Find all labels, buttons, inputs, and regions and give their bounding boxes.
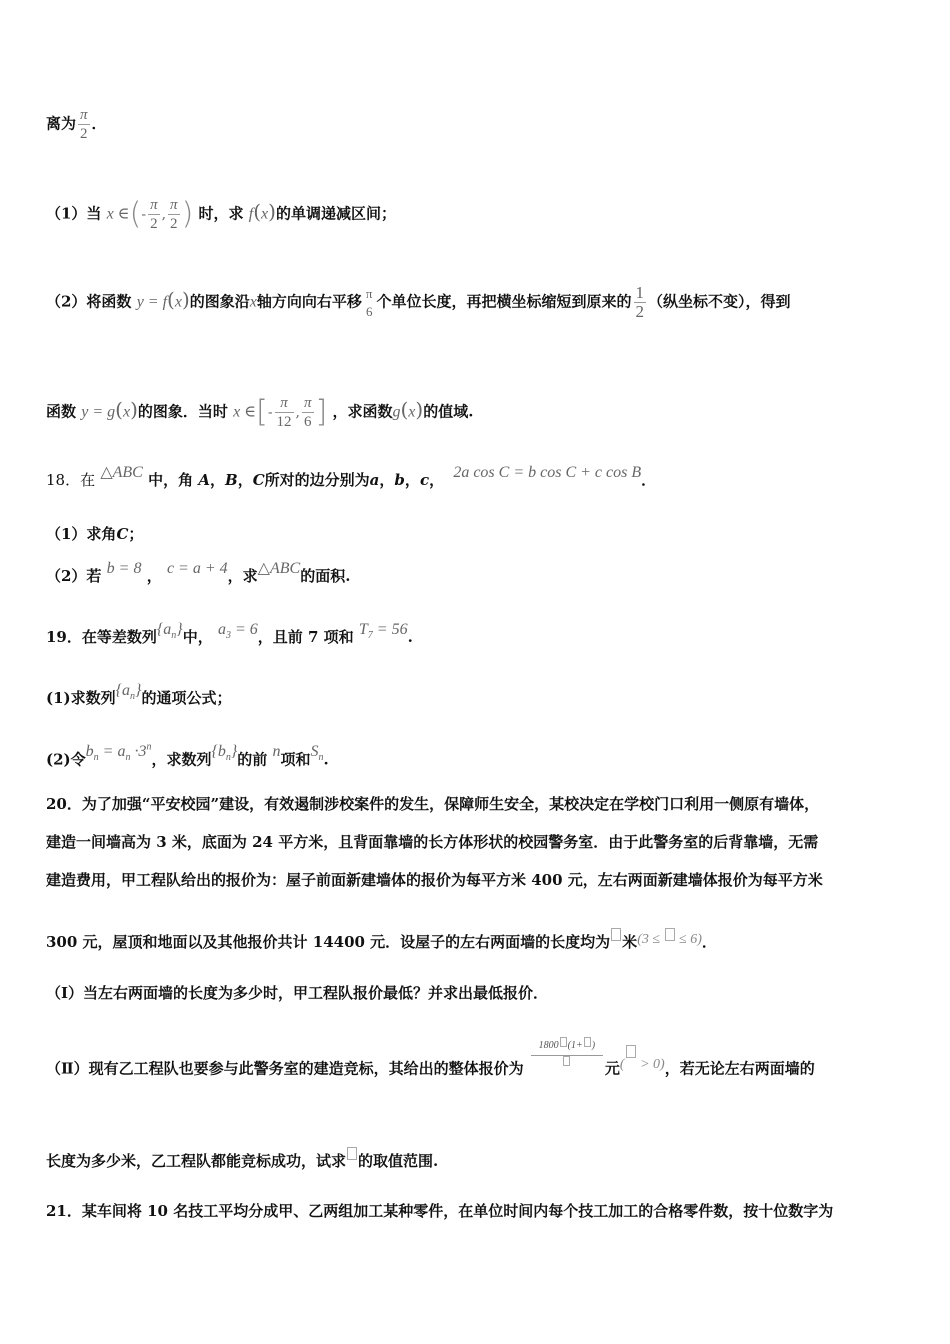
frac-num: π bbox=[170, 197, 178, 213]
eq-y-g: y = g bbox=[81, 403, 116, 421]
text: 项和 bbox=[280, 750, 311, 769]
seq: {a bbox=[156, 621, 172, 638]
text: ． bbox=[701, 933, 717, 951]
seq-end: } bbox=[176, 621, 183, 638]
fraction bbox=[634, 284, 647, 321]
q17-part1 bbox=[46, 196, 396, 233]
c-equals: c = a + 4 bbox=[166, 560, 228, 577]
func-g: g bbox=[392, 403, 401, 421]
part-label: （2）将函数 bbox=[46, 292, 132, 311]
var-x: x bbox=[408, 403, 416, 421]
angle-a: A bbox=[198, 471, 210, 489]
q18-part1 bbox=[46, 524, 143, 544]
t: T bbox=[358, 621, 368, 638]
range-a: (3 ≤ bbox=[637, 932, 661, 947]
text: 函数 bbox=[46, 402, 77, 421]
text: （Ⅱ）现有乙工程队也要参与此警务室的建造竞标，其给出的整体报价为 bbox=[46, 1059, 524, 1078]
frac-num: π bbox=[150, 197, 158, 213]
text: (2)令 bbox=[46, 750, 86, 769]
paren: ( bbox=[400, 397, 409, 422]
paren: ) bbox=[268, 199, 276, 224]
seq-end: } bbox=[135, 682, 142, 699]
right-bracket: ] bbox=[315, 394, 328, 430]
fraction bbox=[148, 196, 160, 233]
pow: n bbox=[146, 742, 152, 753]
prev-question-tail bbox=[46, 106, 107, 143]
text: ． bbox=[641, 471, 657, 489]
angle-c: C bbox=[252, 471, 265, 489]
frac-num: 1 bbox=[635, 283, 644, 302]
a: a bbox=[217, 621, 226, 638]
side-b: b bbox=[394, 471, 405, 489]
text: 个单位长度，再把横坐标缩短到原来的 bbox=[376, 292, 632, 311]
frac-den: 2 bbox=[635, 302, 644, 321]
val: = 56 bbox=[372, 621, 408, 638]
text: 建造一间墙高为 3 米，底面为 24 平方米，且背面靠墙的长方体形状的校园警务室．由于此警务室的后背靠墙，无需 bbox=[46, 833, 819, 851]
eq-y-f: y = f bbox=[136, 293, 168, 311]
fraction bbox=[168, 196, 180, 233]
b-equals: b = 8 bbox=[106, 560, 142, 577]
side-a: a bbox=[369, 471, 380, 489]
text: ，若无论左右两面墙的 bbox=[664, 1059, 815, 1078]
var-n: n bbox=[272, 743, 281, 761]
sub: n bbox=[225, 752, 231, 764]
side-c: c bbox=[419, 471, 430, 489]
var-box bbox=[611, 928, 621, 941]
text: ． bbox=[91, 114, 107, 133]
c1: ( bbox=[619, 1056, 625, 1072]
func-f: f bbox=[248, 205, 254, 223]
angle-b: B bbox=[225, 471, 238, 489]
text: 的值域. bbox=[423, 402, 474, 421]
text: (1)求数列 bbox=[46, 689, 116, 707]
paren: ( bbox=[115, 397, 123, 422]
x-in: x ∈ bbox=[233, 403, 257, 421]
triangle-abc: △ABC bbox=[100, 464, 143, 481]
frac-den: 12 bbox=[276, 414, 292, 430]
sep: ， bbox=[404, 471, 420, 489]
text: （纵坐标不变），得到 bbox=[648, 292, 791, 311]
angle-c: C bbox=[116, 525, 129, 543]
text: 的单调递减区间； bbox=[275, 204, 396, 223]
text: ，且前 7 项和 bbox=[257, 628, 354, 646]
text: ，求函数 bbox=[332, 402, 393, 421]
text: 中， bbox=[182, 628, 213, 646]
text: 的取值范围. bbox=[358, 1152, 439, 1170]
text: ； bbox=[128, 525, 144, 543]
var-box bbox=[347, 1147, 357, 1160]
cos-equation: 2a cos C = b cos C + c cos B bbox=[453, 464, 642, 481]
dot: ·3 bbox=[130, 743, 147, 761]
condition bbox=[620, 1057, 665, 1072]
q19-part1 bbox=[46, 682, 232, 715]
q19 bbox=[46, 621, 413, 654]
q20-line4 bbox=[46, 932, 717, 954]
b: b bbox=[85, 743, 94, 761]
left-paren: ( bbox=[129, 196, 142, 232]
sep: ， bbox=[429, 471, 445, 489]
seq-an bbox=[115, 682, 142, 703]
question-number: 19．在等差数列 bbox=[46, 628, 157, 646]
val: = 6 bbox=[230, 621, 258, 638]
text: 建造费用，甲工程队给出的报价为：屋子前面新建墙体的报价为每平方米 400 元，左右两面新建墙体报价为每平方米 bbox=[46, 871, 823, 889]
comma: , bbox=[161, 206, 167, 223]
comma: , bbox=[295, 404, 300, 421]
text: ，求数列 bbox=[151, 750, 212, 769]
q19-part2 bbox=[46, 742, 329, 777]
triangle-abc: △ABC bbox=[257, 560, 301, 577]
text: . bbox=[323, 750, 329, 769]
range-b: ≤ 6) bbox=[679, 932, 702, 947]
text: 时，求 bbox=[198, 204, 244, 223]
x-in: x ∈ bbox=[106, 205, 130, 223]
sub: n bbox=[171, 630, 177, 642]
text: 所对的边分别为 bbox=[264, 471, 370, 489]
paren: ( bbox=[253, 199, 262, 224]
left-bracket: [ bbox=[256, 394, 268, 430]
n2: (1+ bbox=[567, 1040, 583, 1051]
text: 中，角 bbox=[148, 471, 194, 489]
n3: ) bbox=[591, 1040, 596, 1051]
text: 轴方向向右平移 bbox=[256, 292, 362, 311]
n1: 1800 bbox=[538, 1040, 559, 1051]
eq: = a bbox=[98, 743, 126, 761]
var-x: x bbox=[261, 205, 269, 223]
text: （1）求角 bbox=[46, 525, 117, 543]
text: 的图象沿 bbox=[189, 292, 250, 311]
sub: n bbox=[318, 752, 324, 764]
range bbox=[637, 932, 702, 947]
frac-den: 2 bbox=[170, 216, 178, 232]
pi-over-2-fraction bbox=[78, 106, 90, 143]
q20-line2 bbox=[46, 832, 818, 852]
sn bbox=[310, 743, 324, 764]
q20-line3 bbox=[46, 870, 823, 890]
right-paren: ) bbox=[181, 196, 194, 232]
paren: ( bbox=[167, 287, 175, 312]
minus: - bbox=[141, 206, 147, 223]
text: 的前 bbox=[237, 750, 268, 769]
q20-part2-cont bbox=[46, 1151, 438, 1171]
part-label: （1）当 bbox=[46, 204, 102, 223]
frac-den: 6 bbox=[304, 414, 312, 430]
frac-num: π bbox=[80, 107, 88, 123]
text: 离为 bbox=[46, 114, 77, 133]
q20-part2 bbox=[46, 1040, 815, 1088]
sub: n bbox=[93, 752, 99, 764]
var-box bbox=[626, 1045, 636, 1058]
q21 bbox=[46, 1201, 833, 1221]
sep: ， bbox=[209, 471, 225, 489]
seq: {a bbox=[115, 682, 131, 699]
question-number: 18．在 bbox=[46, 471, 96, 489]
sub: 3 bbox=[225, 630, 231, 642]
sep: ， bbox=[379, 471, 395, 489]
text: ，求 bbox=[227, 567, 258, 585]
sub: 7 bbox=[367, 630, 373, 642]
fraction bbox=[275, 394, 294, 431]
text: 21．某车间将 10 名技工平均分成甲、乙两组加工某种零件，在单位时间内每个技工加工的合格零件数，按十位数字为 bbox=[46, 1202, 834, 1220]
paren: ) bbox=[130, 397, 138, 422]
frac-den: 6 bbox=[365, 303, 373, 319]
frac-num: π bbox=[365, 285, 373, 301]
text: 300 元，屋顶和地面以及其他报价共计 14400 元．设屋子的左右两面墙的长度均为 bbox=[46, 933, 611, 951]
price-fraction bbox=[531, 1037, 603, 1074]
q18-part2 bbox=[46, 560, 351, 587]
t7-eq bbox=[358, 621, 408, 642]
text: 长度为多少米，乙工程队都能竞标成功，试求 bbox=[46, 1152, 347, 1170]
paren: ) bbox=[181, 287, 190, 312]
var-x: x bbox=[249, 293, 257, 311]
q18 bbox=[46, 464, 657, 491]
text: （Ⅰ）当左右两面墙的长度为多少时，甲工程队报价最低？并求出最低报价． bbox=[46, 984, 549, 1002]
bn-def bbox=[85, 742, 152, 764]
text: 的图象．当时 bbox=[137, 402, 228, 421]
s: S bbox=[310, 743, 319, 761]
frac-num bbox=[531, 1037, 603, 1056]
sep: ， bbox=[237, 471, 253, 489]
sep: ， bbox=[146, 567, 162, 585]
fraction bbox=[364, 285, 375, 321]
var-x: x bbox=[122, 403, 131, 421]
q20-line1 bbox=[46, 794, 819, 814]
text: 20．为了加强“平安校园”建设，有效遏制涉校案件的发生，保障师生安全，某校决定在学校门口利用一侧原有墙体， bbox=[46, 795, 820, 813]
sub: n bbox=[125, 752, 131, 764]
frac-den bbox=[531, 1056, 603, 1074]
text: 的通项公式； bbox=[141, 689, 232, 707]
seq-an bbox=[156, 621, 183, 642]
q17-part2-cont bbox=[46, 394, 473, 431]
var-box bbox=[563, 1056, 570, 1066]
fraction bbox=[302, 394, 314, 431]
var-box bbox=[560, 1037, 567, 1047]
frac-den: 2 bbox=[80, 126, 88, 142]
text: 米 bbox=[622, 933, 638, 951]
text: 的面积. bbox=[300, 567, 351, 585]
frac-den: 2 bbox=[150, 216, 158, 232]
sub: n bbox=[130, 691, 136, 703]
paren: ) bbox=[415, 397, 424, 422]
seq: {b bbox=[211, 743, 226, 761]
q17-part2 bbox=[46, 284, 791, 321]
text: （2）若 bbox=[46, 567, 102, 585]
text: . bbox=[407, 628, 413, 646]
a3-eq bbox=[217, 621, 258, 642]
minus: - bbox=[267, 404, 273, 421]
var-box bbox=[584, 1037, 591, 1047]
text: 元 bbox=[604, 1059, 620, 1078]
c2: > 0) bbox=[636, 1056, 665, 1072]
seq-bn bbox=[211, 743, 238, 764]
frac-num: π bbox=[304, 395, 312, 411]
q20-part1 bbox=[46, 983, 548, 1003]
var-x: x bbox=[174, 293, 182, 311]
var-box bbox=[665, 928, 675, 941]
seq-end: } bbox=[230, 743, 238, 761]
frac-num: π bbox=[275, 394, 294, 413]
